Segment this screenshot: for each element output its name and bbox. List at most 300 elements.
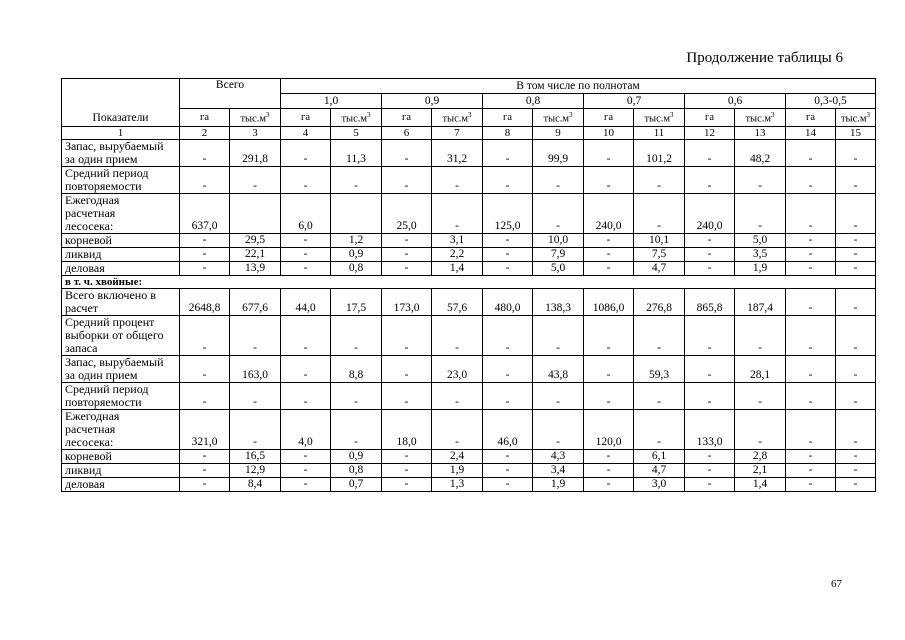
table-cell: 4,0: [281, 409, 331, 449]
unit-volume: [331, 109, 382, 127]
table-cell: -: [634, 315, 685, 355]
row-label-line: Ежегодная: [65, 408, 120, 423]
table-cell: -: [180, 463, 230, 477]
table-cell: -: [836, 247, 876, 261]
unit-volume-exponent: 3: [367, 111, 371, 119]
table-cell: -: [382, 315, 432, 355]
column-number: 1: [62, 126, 180, 139]
table-cell: -: [836, 409, 876, 449]
table-cell: 22,1: [230, 247, 281, 261]
table-cell: -: [281, 463, 331, 477]
unit-volume-exponent: 3: [866, 111, 871, 119]
row-label-line: повторяемости: [65, 178, 142, 193]
table-cell: 1086,0: [584, 288, 634, 315]
table-cell: 240,0: [584, 193, 634, 233]
table-cell: 44,0: [281, 288, 331, 315]
page-number: 67: [831, 578, 842, 590]
table-cell: 1,2: [331, 233, 382, 247]
table-cell: 16,5: [230, 449, 281, 463]
table-cell: 2648,8: [180, 288, 230, 315]
table-row: [62, 247, 876, 261]
unit-volume-exponent: 3: [670, 111, 674, 119]
header-density: 0,8: [483, 94, 584, 109]
unit-ha: га: [685, 109, 735, 127]
column-number: 5: [331, 126, 382, 139]
table-cell: -: [483, 233, 533, 247]
row-label: [62, 233, 180, 247]
table-row: [62, 382, 876, 409]
row-label-line: корневой: [65, 448, 112, 463]
table-cell: 0,8: [331, 463, 382, 477]
table-cell: -: [180, 261, 230, 275]
row-label-line: Запас, вырубаемый: [65, 354, 164, 369]
table-cell: -: [685, 355, 735, 382]
table-cell: 1,3: [432, 477, 483, 491]
unit-ha: га: [281, 109, 331, 127]
table-cell: 28,1: [735, 355, 786, 382]
table-cell: 138,3: [533, 288, 584, 315]
table-cell: 637,0: [180, 193, 230, 233]
table-cell: 46,0: [483, 409, 533, 449]
table-cell: -: [230, 382, 281, 409]
column-number: 13: [735, 126, 786, 139]
row-label: [62, 315, 180, 355]
header-density: 0,3-0,5: [786, 94, 876, 109]
table-cell: 1,9: [533, 477, 584, 491]
unit-volume: [533, 109, 584, 127]
table-cell: -: [281, 477, 331, 491]
column-number: 15: [836, 126, 876, 139]
unit-volume-text: тыс.м: [341, 113, 368, 125]
column-number: 4: [281, 126, 331, 139]
table-cell: -: [483, 355, 533, 382]
header-density: 0,9: [382, 94, 483, 109]
unit-volume: [634, 109, 685, 127]
table-cell: -: [735, 193, 786, 233]
table-cell: -: [180, 382, 230, 409]
table-cell: -: [382, 166, 432, 193]
table-cell: 10,1: [634, 233, 685, 247]
table-cell: 865,8: [685, 288, 735, 315]
table-row: [62, 193, 876, 233]
table-cell: 99,9: [533, 139, 584, 166]
header-units-row: [62, 109, 876, 127]
table-cell: 5,0: [533, 261, 584, 275]
table-cell: -: [281, 247, 331, 261]
table-cell: -: [432, 315, 483, 355]
table-cell: -: [533, 409, 584, 449]
table-cell: -: [786, 315, 836, 355]
table-cell: -: [786, 449, 836, 463]
table-cell: 29,5: [230, 233, 281, 247]
row-label: [62, 166, 180, 193]
table-cell: -: [432, 193, 483, 233]
table-cell: -: [382, 477, 432, 491]
row-label-line: Запас, вырубаемый: [65, 138, 164, 153]
table-cell: 57,6: [432, 288, 483, 315]
row-label: [62, 139, 180, 166]
table-cell: 2,1: [735, 463, 786, 477]
row-label-line: расчетная: [65, 205, 116, 220]
table-cell: -: [382, 139, 432, 166]
table-cell: -: [382, 355, 432, 382]
table-cell: [230, 193, 281, 233]
table-cell: -: [836, 233, 876, 247]
table-cell: 3,1: [432, 233, 483, 247]
table-cell: 173,0: [382, 288, 432, 315]
table-cell: 321,0: [180, 409, 230, 449]
table-row: [62, 315, 876, 355]
header-total: Всего: [180, 79, 281, 109]
table-cell: -: [584, 382, 634, 409]
table-cell: -: [331, 409, 382, 449]
table-caption: Продолжение таблицы 6: [686, 50, 843, 66]
table-cell: -: [483, 449, 533, 463]
row-label-line: лесосека:: [65, 218, 114, 233]
table-cell: -: [836, 288, 876, 315]
table-cell: -: [735, 382, 786, 409]
table-cell: -: [180, 477, 230, 491]
table-cell: -: [685, 261, 735, 275]
table-row: [62, 477, 876, 491]
table-cell: 43,8: [533, 355, 584, 382]
column-number: 10: [584, 126, 634, 139]
table-cell: -: [533, 166, 584, 193]
unit-volume-exponent: 3: [266, 111, 270, 119]
unit-volume: [836, 109, 876, 127]
table-cell: -: [230, 315, 281, 355]
row-label-line: лесосека:: [65, 434, 114, 449]
column-number: 11: [634, 126, 685, 139]
table-cell: -: [281, 315, 331, 355]
row-label: [62, 477, 180, 491]
table-row: [62, 166, 876, 193]
table-cell: 12,9: [230, 463, 281, 477]
row-label-line: ликвид: [65, 462, 102, 477]
unit-volume-text: тыс.м: [745, 113, 772, 125]
table-cell: 276,8: [634, 288, 685, 315]
column-number: 14: [786, 126, 836, 139]
table-cell: -: [685, 166, 735, 193]
table-cell: 101,2: [634, 139, 685, 166]
unit-volume-exponent: 3: [569, 111, 573, 119]
row-label-line: расчетная: [65, 421, 116, 436]
table-cell: 0,7: [331, 477, 382, 491]
table-row: [62, 288, 876, 315]
column-number: 9: [533, 126, 584, 139]
table-cell: -: [281, 139, 331, 166]
table-cell: -: [584, 233, 634, 247]
row-label: [62, 382, 180, 409]
table-cell: -: [786, 409, 836, 449]
header-including: В том числе по полнотам: [281, 79, 876, 94]
table-cell: 120,0: [584, 409, 634, 449]
table-cell: 6,0: [281, 193, 331, 233]
table-cell: -: [584, 477, 634, 491]
table-cell: -: [836, 139, 876, 166]
table-cell: -: [180, 233, 230, 247]
unit-volume-exponent: 3: [468, 111, 472, 119]
table-cell: -: [281, 261, 331, 275]
table-cell: 163,0: [230, 355, 281, 382]
column-number: 7: [432, 126, 483, 139]
unit-volume: [432, 109, 483, 127]
table-cell: 0,8: [331, 261, 382, 275]
row-label-line: Ежегодная: [65, 192, 120, 207]
table-cell: 1,4: [432, 261, 483, 275]
table-cell: -: [584, 139, 634, 166]
table-cell: -: [180, 166, 230, 193]
row-label: [62, 449, 180, 463]
table-cell: 59,3: [634, 355, 685, 382]
row-label: [62, 193, 180, 233]
table-cell: [331, 193, 382, 233]
table-row: [62, 261, 876, 275]
table-cell: -: [180, 315, 230, 355]
table-cell: -: [584, 166, 634, 193]
row-label: [62, 409, 180, 449]
table-cell: -: [786, 382, 836, 409]
table-cell: -: [836, 193, 876, 233]
unit-volume-text: тыс.м: [543, 113, 570, 125]
table-cell: -: [382, 247, 432, 261]
unit-volume-text: тыс.м: [840, 113, 867, 125]
row-label-line: Средний период: [65, 165, 149, 180]
table-cell: -: [483, 139, 533, 166]
unit-volume: [230, 109, 281, 127]
table-cell: -: [483, 382, 533, 409]
table-cell: -: [836, 449, 876, 463]
table-cell: 240,0: [685, 193, 735, 233]
table-cell: -: [786, 288, 836, 315]
row-label-line: Средний период: [65, 381, 149, 396]
table-cell: 25,0: [382, 193, 432, 233]
table-cell: -: [281, 166, 331, 193]
row-label: [62, 355, 180, 382]
table-cell: -: [685, 139, 735, 166]
column-number: 2: [180, 126, 230, 139]
table-cell: 677,6: [230, 288, 281, 315]
row-label: [62, 247, 180, 261]
header-density: 0,7: [584, 94, 685, 109]
table-cell: 187,4: [735, 288, 786, 315]
header-row-1: [62, 79, 876, 94]
table-cell: -: [685, 449, 735, 463]
table-cell: -: [432, 409, 483, 449]
table-cell: -: [685, 477, 735, 491]
table-cell: -: [634, 166, 685, 193]
table-cell: 48,2: [735, 139, 786, 166]
table-cell: -: [836, 166, 876, 193]
table-cell: -: [483, 477, 533, 491]
row-label-line: ликвид: [65, 246, 102, 261]
section-title: в т. ч. хвойные:: [62, 275, 876, 288]
row-label-line: за один прием: [65, 151, 138, 166]
row-label-line: за один прием: [65, 367, 138, 382]
table-cell: -: [483, 247, 533, 261]
table-cell: -: [685, 247, 735, 261]
row-label-line: повторяемости: [65, 394, 142, 409]
row-label-line: деловая: [65, 260, 105, 275]
table-cell: -: [432, 382, 483, 409]
section-row: [62, 275, 876, 288]
row-label: [62, 463, 180, 477]
table-cell: -: [281, 382, 331, 409]
table-cell: 2,2: [432, 247, 483, 261]
header-density: 0,6: [685, 94, 786, 109]
table-cell: -: [735, 409, 786, 449]
unit-ha: га: [180, 109, 230, 127]
table-cell: 18,0: [382, 409, 432, 449]
row-label: [62, 261, 180, 275]
row-label-line: Средний процент: [65, 314, 155, 329]
table-cell: -: [382, 382, 432, 409]
row-label-line: Всего включено в: [65, 287, 156, 302]
table-cell: 31,2: [432, 139, 483, 166]
table-cell: 0,9: [331, 247, 382, 261]
table-cell: -: [331, 166, 382, 193]
table-cell: -: [230, 166, 281, 193]
row-label-line: деловая: [65, 476, 105, 491]
table-cell: -: [634, 382, 685, 409]
table-cell: 4,7: [634, 463, 685, 477]
table-cell: -: [331, 315, 382, 355]
table-cell: -: [685, 382, 735, 409]
table-cell: 0,9: [331, 449, 382, 463]
row-label-line: запаса: [65, 340, 98, 355]
table-cell: 8,4: [230, 477, 281, 491]
unit-volume: [735, 109, 786, 127]
table-cell: -: [584, 449, 634, 463]
table-row: [62, 449, 876, 463]
table-cell: -: [685, 315, 735, 355]
unit-ha: га: [382, 109, 432, 127]
table-cell: -: [786, 477, 836, 491]
table-cell: -: [483, 463, 533, 477]
table-cell: -: [533, 315, 584, 355]
table-cell: -: [180, 247, 230, 261]
table-cell: 125,0: [483, 193, 533, 233]
data-table: [61, 78, 876, 492]
table-cell: 17,5: [331, 288, 382, 315]
header-density: 1,0: [281, 94, 382, 109]
table-cell: 2,4: [432, 449, 483, 463]
table-cell: -: [281, 355, 331, 382]
row-label: [62, 288, 180, 315]
table-cell: -: [483, 166, 533, 193]
table-cell: 133,0: [685, 409, 735, 449]
unit-ha: га: [786, 109, 836, 127]
table-cell: -: [382, 233, 432, 247]
table-cell: -: [786, 193, 836, 233]
table-cell: 6,1: [634, 449, 685, 463]
table-cell: -: [836, 463, 876, 477]
table-cell: -: [382, 463, 432, 477]
table-cell: 7,9: [533, 247, 584, 261]
table-cell: 23,0: [432, 355, 483, 382]
table-cell: -: [584, 315, 634, 355]
unit-volume-text: тыс.м: [240, 113, 267, 125]
table-cell: -: [786, 355, 836, 382]
row-label-line: выборки от общего: [65, 327, 164, 342]
table-cell: -: [836, 261, 876, 275]
table-cell: -: [786, 166, 836, 193]
table-cell: -: [786, 261, 836, 275]
table-cell: 1,4: [735, 477, 786, 491]
table-cell: -: [634, 409, 685, 449]
table-row: [62, 463, 876, 477]
table-cell: 13,9: [230, 261, 281, 275]
table-cell: -: [836, 477, 876, 491]
table-row: [62, 409, 876, 449]
table-cell: -: [483, 261, 533, 275]
table-cell: 3,0: [634, 477, 685, 491]
table-cell: -: [786, 247, 836, 261]
table-cell: 8,8: [331, 355, 382, 382]
column-number: 8: [483, 126, 533, 139]
table-cell: -: [331, 382, 382, 409]
table-cell: -: [735, 166, 786, 193]
table-cell: -: [533, 193, 584, 233]
table-cell: 10,0: [533, 233, 584, 247]
table-row: [62, 355, 876, 382]
table-cell: -: [382, 261, 432, 275]
row-label-line: корневой: [65, 232, 112, 247]
table-cell: -: [230, 409, 281, 449]
table-cell: -: [281, 449, 331, 463]
table-cell: -: [180, 449, 230, 463]
table-cell: -: [584, 247, 634, 261]
header-indicators: Показатели: [62, 79, 180, 127]
column-number-row: [62, 126, 876, 139]
table-row: [62, 139, 876, 166]
table-cell: -: [180, 355, 230, 382]
table-cell: -: [281, 233, 331, 247]
table-cell: 2,8: [735, 449, 786, 463]
column-number: 6: [382, 126, 432, 139]
table-cell: -: [735, 315, 786, 355]
table-cell: -: [180, 139, 230, 166]
table-cell: 291,8: [230, 139, 281, 166]
table-cell: 7,5: [634, 247, 685, 261]
table-cell: 5,0: [735, 233, 786, 247]
row-label-line: расчет: [65, 300, 99, 315]
table-cell: 11,3: [331, 139, 382, 166]
table-cell: -: [483, 315, 533, 355]
table-cell: -: [685, 233, 735, 247]
table-cell: 1,9: [432, 463, 483, 477]
table-cell: -: [533, 382, 584, 409]
table-cell: -: [786, 233, 836, 247]
unit-volume-exponent: 3: [771, 111, 775, 119]
table-cell: -: [786, 139, 836, 166]
table-cell: -: [836, 355, 876, 382]
unit-volume-text: тыс.м: [442, 113, 469, 125]
table-cell: 4,7: [634, 261, 685, 275]
unit-ha: га: [483, 109, 533, 127]
table-cell: 3,4: [533, 463, 584, 477]
table-cell: -: [584, 355, 634, 382]
table-cell: -: [382, 449, 432, 463]
table-cell: -: [584, 463, 634, 477]
column-number: 3: [230, 126, 281, 139]
column-number: 12: [685, 126, 735, 139]
table-cell: -: [685, 463, 735, 477]
table-cell: 480,0: [483, 288, 533, 315]
unit-volume-text: тыс.м: [644, 113, 671, 125]
table-cell: -: [432, 166, 483, 193]
table-cell: 3,5: [735, 247, 786, 261]
